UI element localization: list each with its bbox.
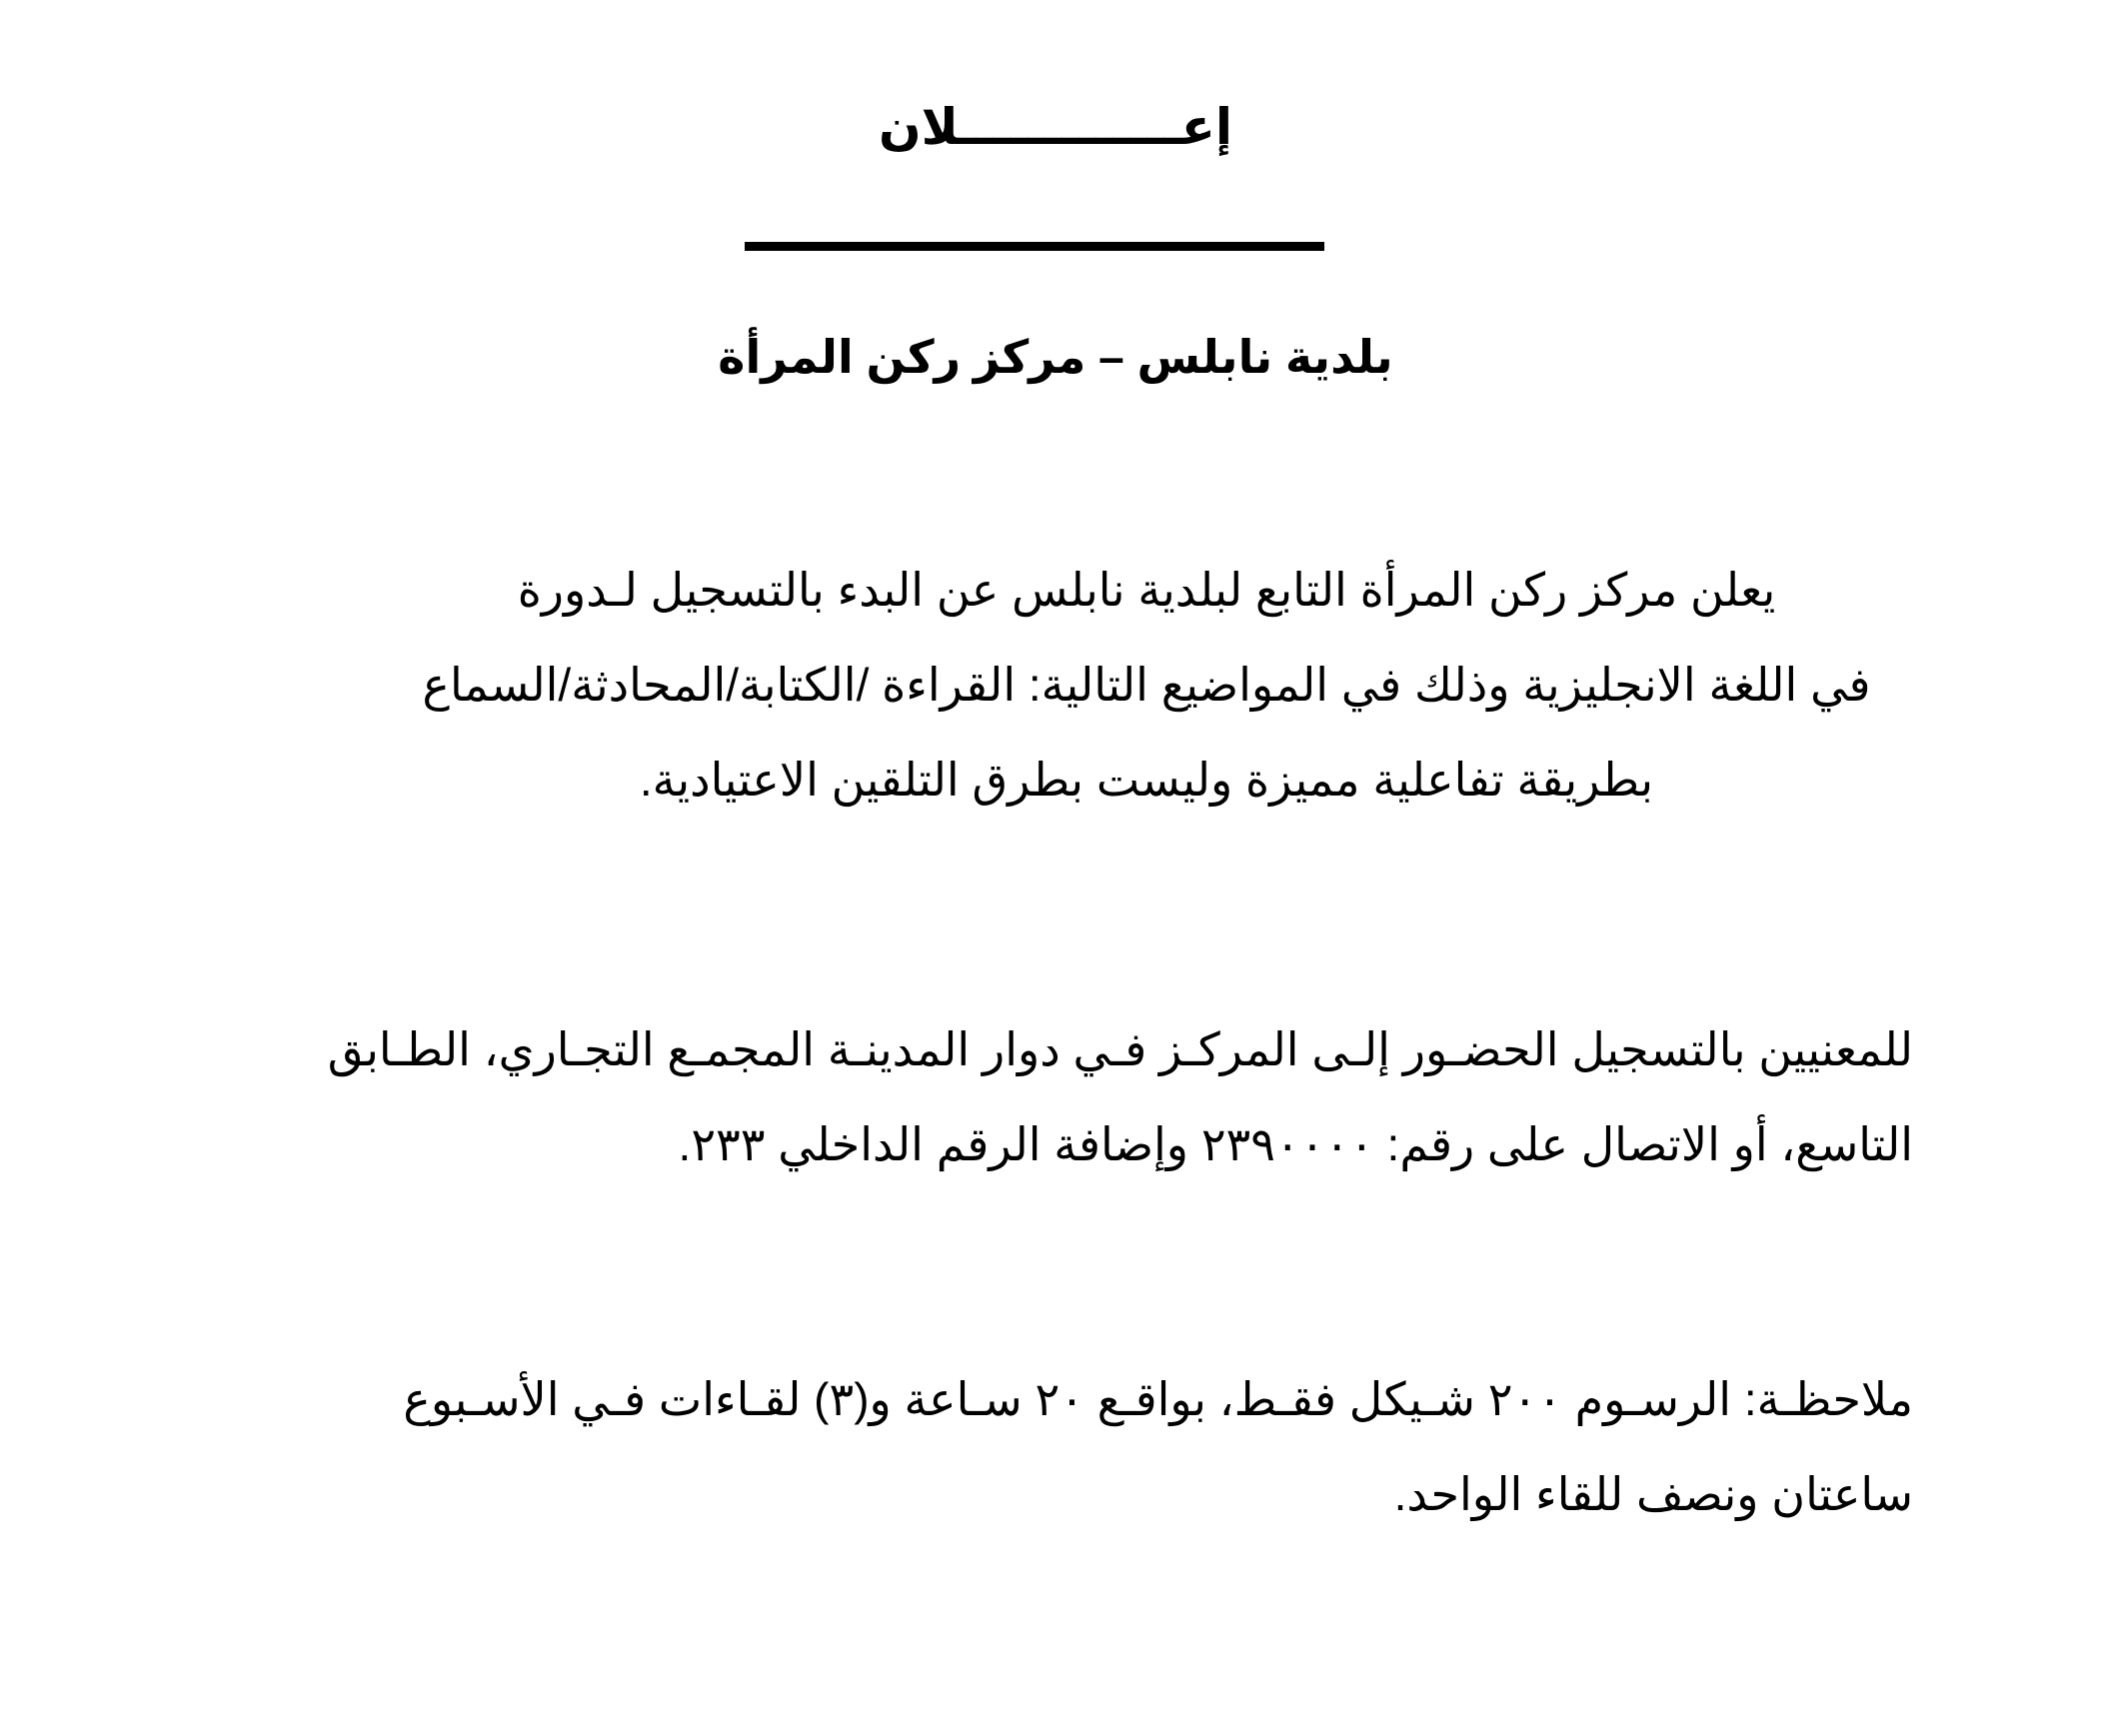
announcement-subtitle: بلدية نابلس – مركز ركن المرأة <box>718 331 1393 383</box>
announcement-title: إعـــــــــــــلان <box>878 99 1233 155</box>
paragraph-line: ملاحظـة: الرسـوم ٢٠٠ شـيكل فقـط، بواقـع ٢٠ سـاعة و(٣) لقـاءات فـي الأسـبوع <box>403 1373 1913 1425</box>
paragraph-line: بطريقة تفاعلية مميزة وليست بطرق التلقين الاعتيادية. <box>639 754 1654 806</box>
paragraph-line: يعلن مركز ركن المرأة التابع لبلدية نابلس عن البدء بالتسجيل لـدورة <box>517 564 1776 616</box>
paragraph-registration-info <box>160 1002 1913 1192</box>
paragraph-fees-note <box>160 1352 1913 1542</box>
paragraph-course-announcement <box>380 543 1913 828</box>
title-underline-divider <box>745 242 1324 251</box>
paragraph-line: ساعتان ونصف للقاء الواحد. <box>1393 1468 1913 1520</box>
paragraph-line: في اللغة الانجليزية وذلك في المواضيع التالية: القراءة /الكتابة/المحادثة/السماع <box>422 659 1871 711</box>
paragraph-line: للمعنيين بالتسجيل الحضـور إلـى المركـز فـي دوار المدينـة المجمـع التجـاري، الطـابق <box>327 1023 1913 1075</box>
paragraph-line: التاسع، أو الاتصال على رقم: ٢٣٩٠٠٠٠ وإضافة الرقم الداخلي ٢٣٣. <box>678 1118 1913 1170</box>
